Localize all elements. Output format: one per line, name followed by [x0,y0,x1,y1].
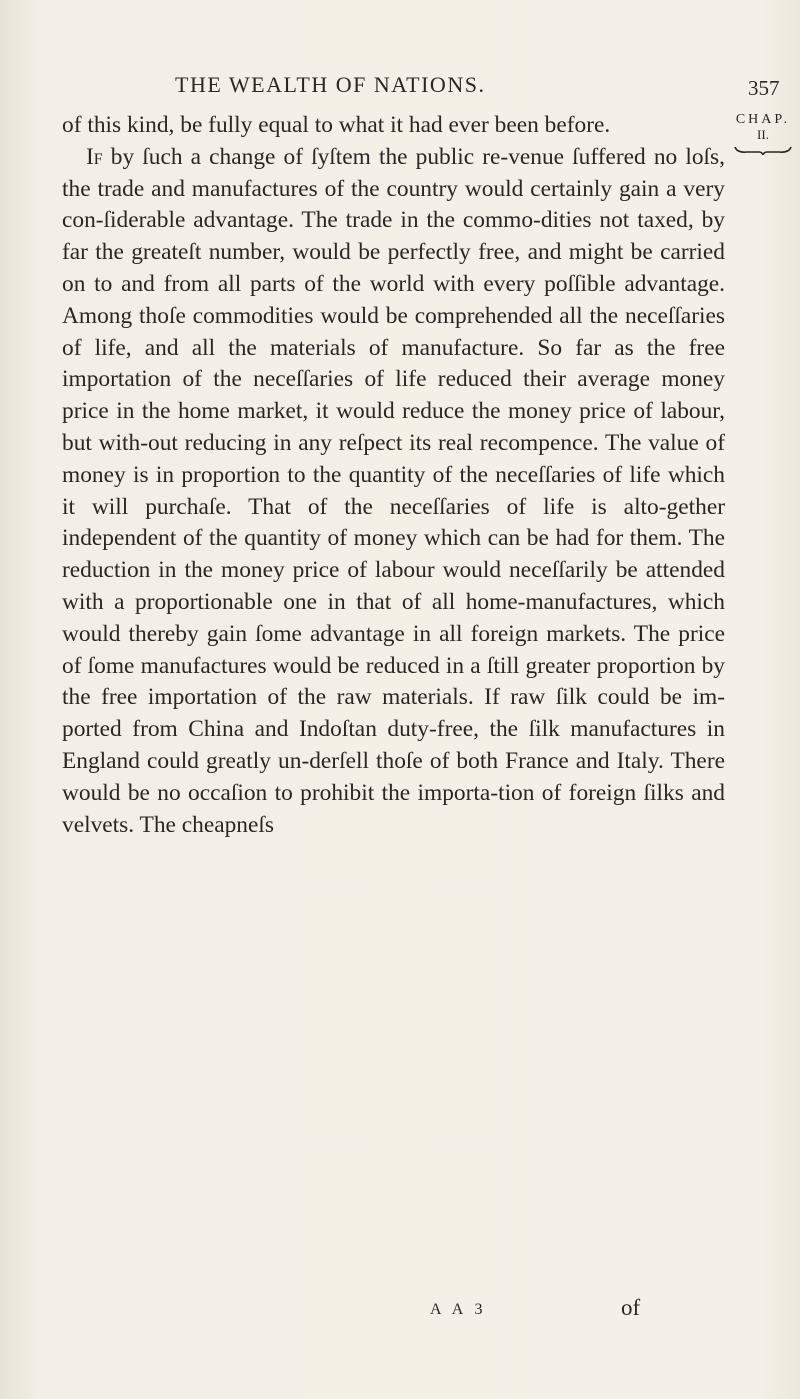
page-number: 357 [748,76,780,100]
chapter-margin-note [726,112,800,155]
signature-mark: A A 3 [430,1301,487,1318]
body-text [62,110,725,841]
paragraph-continuation: of this kind, be fully equal to what it had ever been before. [62,112,611,138]
paragraph [62,142,725,842]
chapter-number: II. [757,127,769,142]
paragraph-lead-word: If [86,143,103,170]
running-head: THE WEALTH OF NATIONS. [175,72,486,97]
paragraph-text: by ſuch a change of ſyſtem the public re-venue ſuffered no loſs, the trade and manufactures of the country would certainly gain a very con-ſiderable advantage. The trade in the commo-dities not taxed, by far the greateſt number, would be perfectly free, and might be carried on to and from all parts of the world with every poſſible advantage. Among thoſe commodities would be comprehended all the neceſſaries of life, and all the materials of manufacture. So far as the free importation of the neceſſaries of life reduced their average money price in the home market, it would reduce the money price of labour, but with-out reducing in any reſpect its real recompence. The value of money is in proportion to the quantity of the neceſſaries of life which it will purchaſe. That of the neceſſaries of life is alto-gether independent of the quantity of money which can be had for them. The reduction in the money price of labour would neceſſarily be attended with a proportionable one in that of all home-manufactures, which would thereby gain ſome advantage in all foreign markets. The price of ſome manufactures would be reduced in a ſtill greater proportion by the free importation of the raw materials. If raw ſilk could be im-ported from China and Indoſtan duty-free, the ſilk manufactures in England could greatly un-derſell thoſe of both France and Italy. There would be no occaſion to prohibit the importa-tion of foreign ſilks and velvets. The cheapneſs [62,143,725,838]
catchword: of [621,1295,641,1320]
brace-icon [733,145,793,155]
chapter-label: CHAP. [735,112,791,127]
